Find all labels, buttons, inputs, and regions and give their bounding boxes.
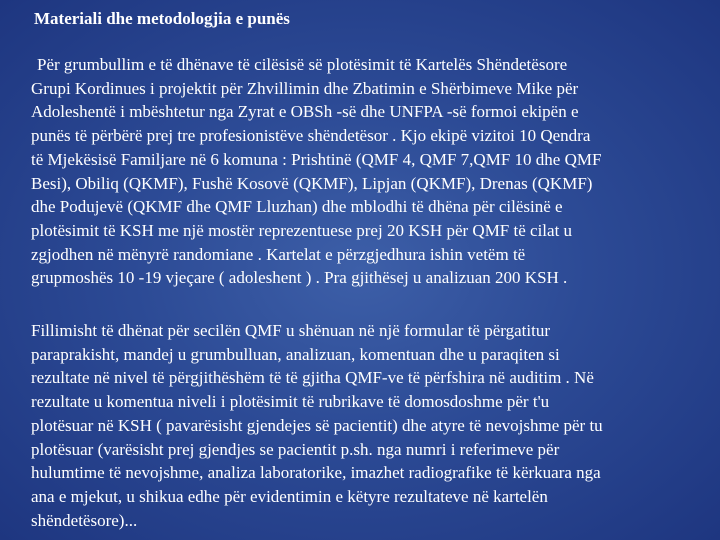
text-line: të Mjekësisë Familjare në 6 komuna : Prishtinë (QMF 4, QMF 7,QMF 10 dhe QMF [31, 149, 602, 169]
text-line: punës të përbërë prej tre profesionistëve shëndetësor . Kjo ekipë vizitoi 10 Qendra [31, 126, 591, 146]
paragraph-analysis [31, 319, 717, 532]
paragraph-data-collection [31, 53, 717, 290]
text-line: shëndetësore)... [31, 510, 138, 530]
slide-title: Materiali dhe metodologjia e punës [34, 9, 290, 28]
text-line: Besi), Obiliq (QKMF), Fushë Kosovë (QKMF), Lipjan (QKMF), Drenas (QKMF) [31, 173, 593, 193]
text-line: ana e mjekut, u shikua edhe për evidentimin e këtyre rezultateve në kartelën [31, 486, 548, 506]
text-line: hulumtime të nevojshme, analiza laboratorike, imazhet radiografike të kërkuara nga [31, 463, 601, 483]
text-line: paraprakisht, mandej u grumbulluan, analizuan, komentuan dhe u paraqiten si [31, 344, 560, 364]
text-line: rezultate u komentua niveli i plotësimit të rubrikave të domosdoshme për t'u [31, 392, 550, 412]
text-line: Për grumbullim e të dhënave të cilësisë së plotësimit të Kartelës Shëndetësore [37, 55, 568, 74]
text-line: plotësimit të KSH me një mostër reprezentuese prej 20 KSH për QMF të cilat u [31, 220, 573, 240]
text-line: plotësuar (varësisht prej gjendjes se pacientit p.sh. nga numri i referimeve për [31, 439, 560, 459]
text-line: rezultate në nivel të përgjithëshëm të të gjitha QMF-ve të përfshira në auditim . Në [31, 368, 594, 388]
text-line: Adoleshentë i mbështetur nga Zyrat e OBSh -së dhe UNFPA -së formoi ekipën e [31, 102, 579, 122]
text-line: dhe Podujevë (QKMF dhe QMF Lluzhan) dhe mblodhi të dhëna për cilësinë e [31, 197, 563, 217]
text-line: grupmoshës 10 -19 vjeçare ( adoleshent ) . Pra gjithësej u analizuan 200 KSH . [31, 268, 568, 288]
text-line: Fillimisht të dhënat për secilën QMF u shënuan në një formular të përgatitur [31, 321, 551, 340]
text-line: plotësuar në KSH ( pavarësisht gjendejes së pacientit) dhe atyre të nevojshme për tu [31, 415, 603, 435]
text-line: Grupi Kordinues i projektit për Zhvillimin dhe Zbatimin e Shërbimeve Mike për [31, 78, 579, 98]
text-line: zgjodhen në mënyrë randomiane . Kartelat e përzgjedhura ishin vetëm të [31, 244, 526, 264]
